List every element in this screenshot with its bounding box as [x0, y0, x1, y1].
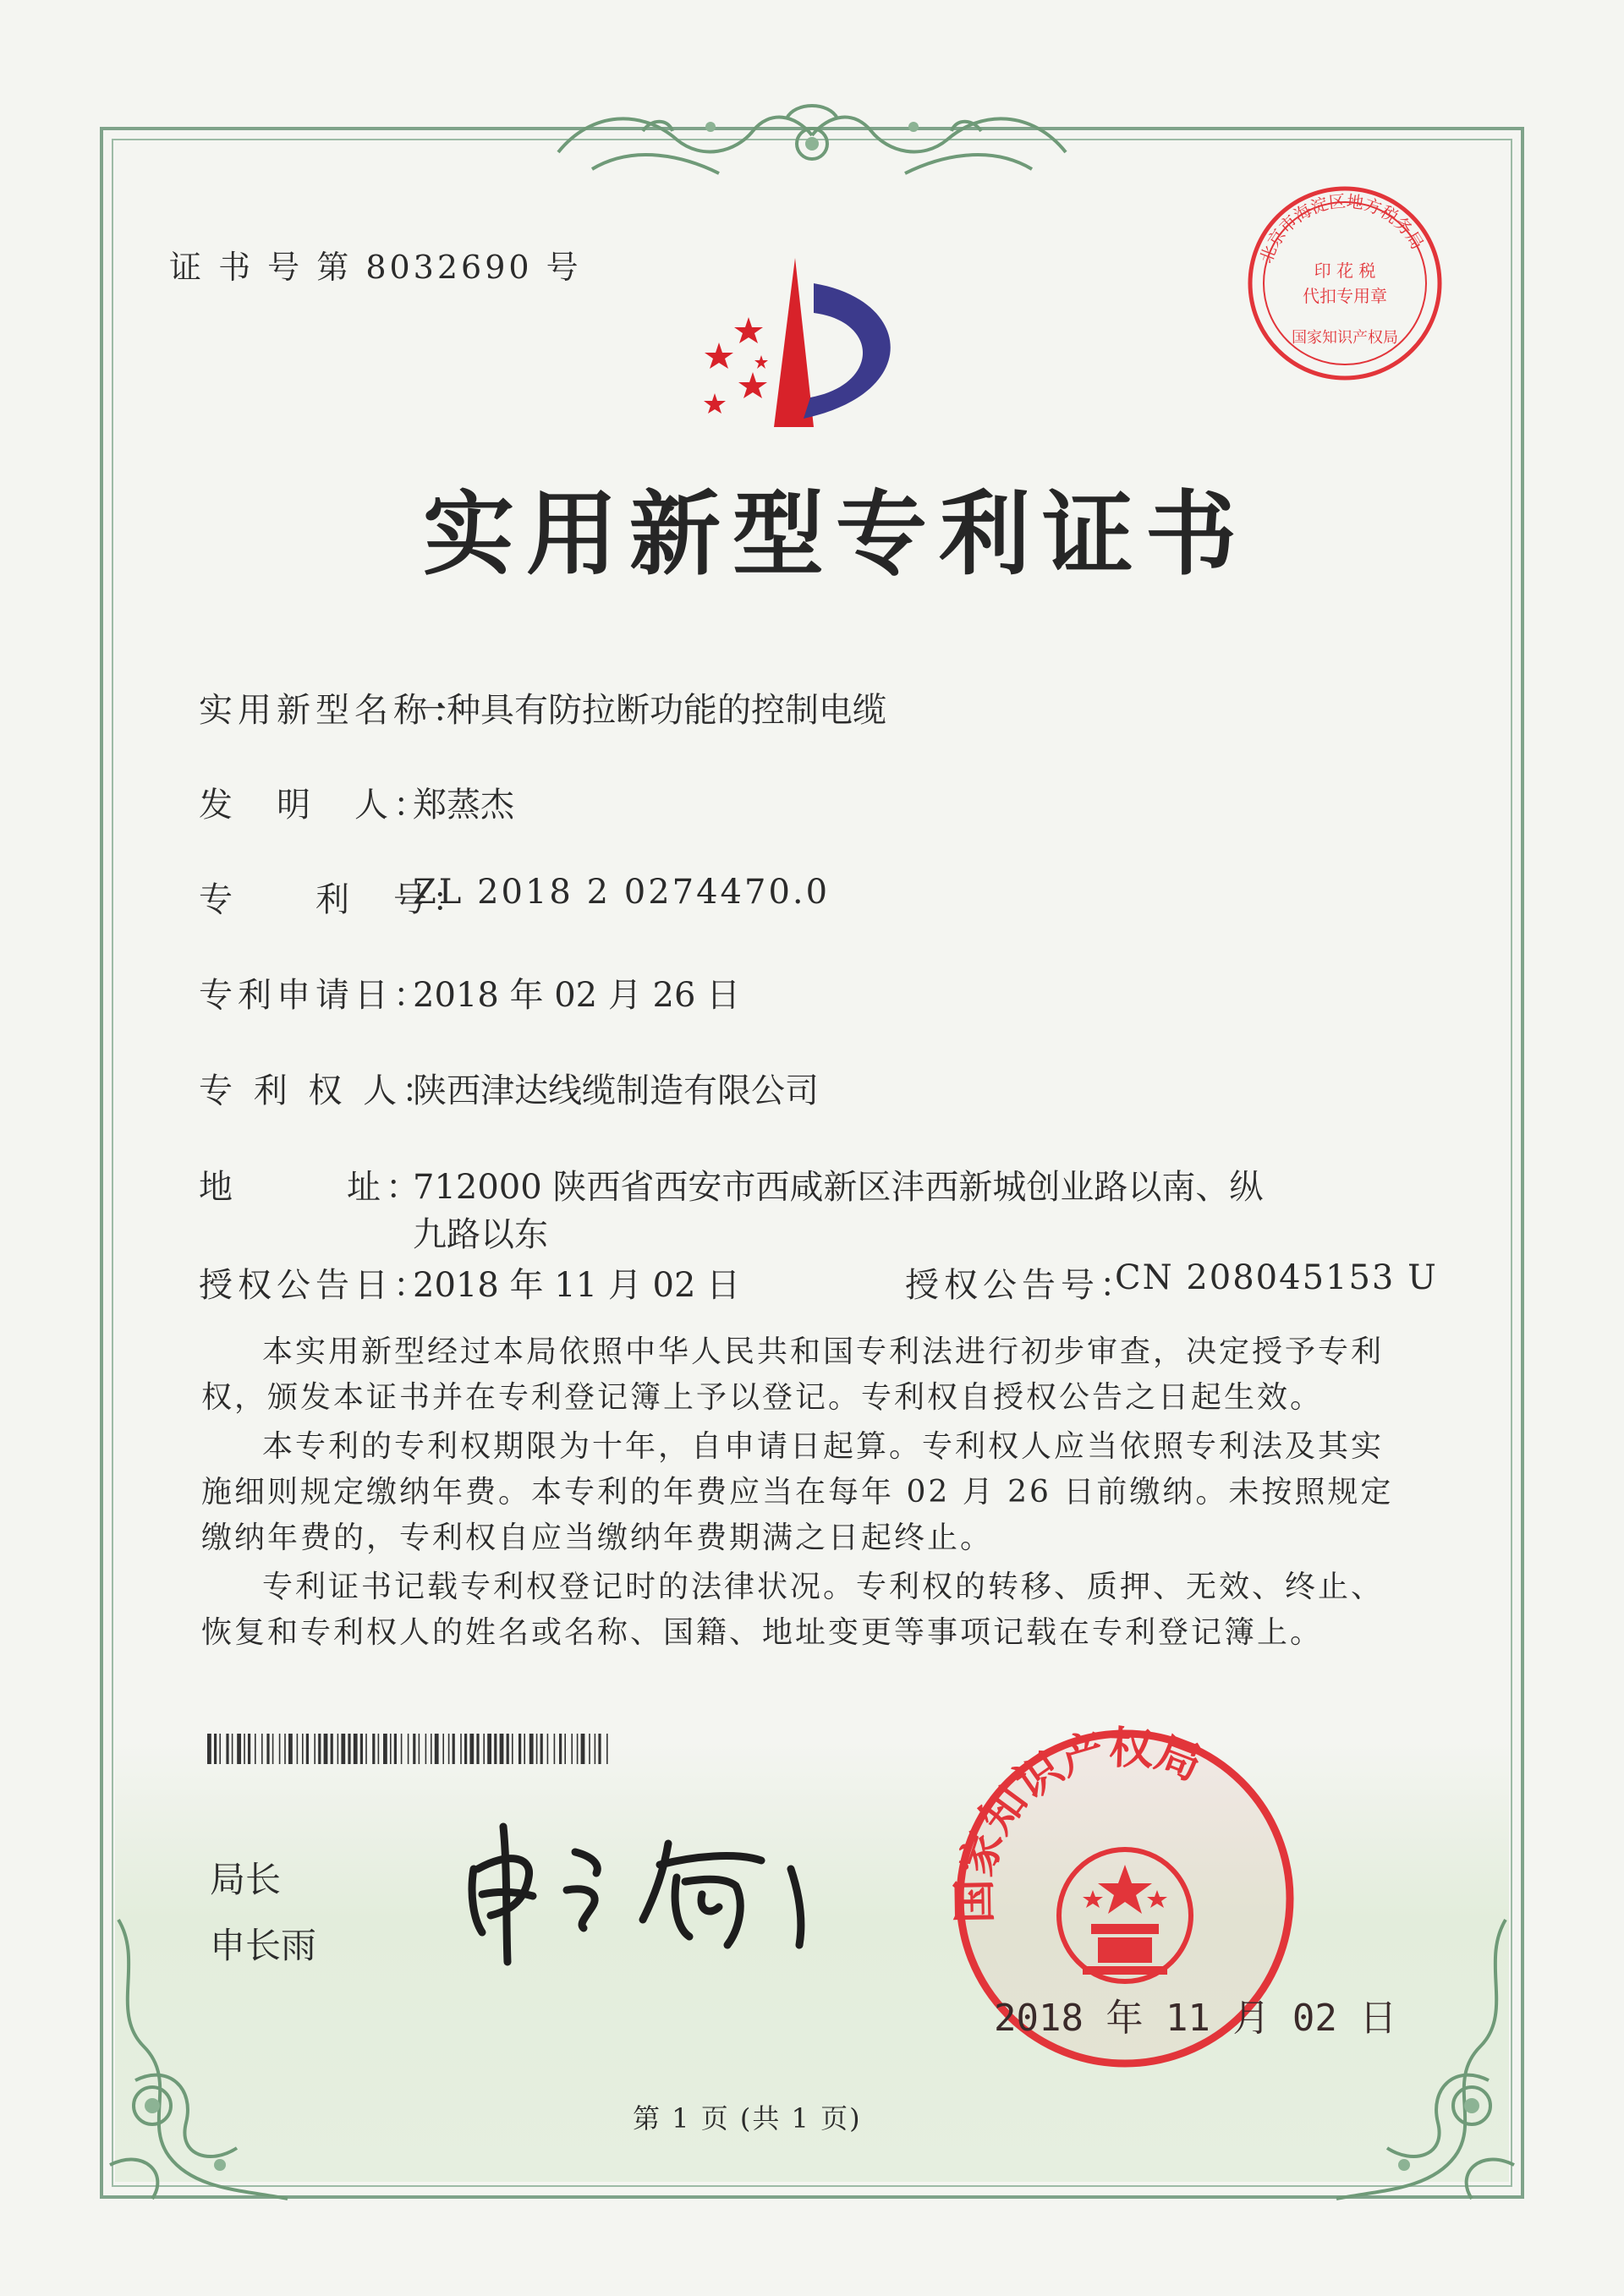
- seal-ring-text: 国家知识产权局: [949, 1723, 1209, 1924]
- statement-paragraph-1: [201, 1329, 1413, 1421]
- statement-paragraph-2: [201, 1424, 1413, 1561]
- address-value-line-1: 712000 陕西省西安市西咸新区沣西新城创业路以南、纵: [413, 1168, 1264, 1207]
- tax-stamp: [1243, 182, 1446, 385]
- patentee-value: 陕西津达线缆制造有限公司: [413, 1071, 819, 1110]
- svg-text:北京市海淀区地方税务局: [1256, 191, 1428, 266]
- tax-stamp-line-1: 印 花 税: [1314, 260, 1376, 281]
- page-number: 第 1 页 (共 1 页): [633, 2102, 862, 2134]
- grant-number-value: CN 208045153 U: [1115, 1258, 1438, 1297]
- seal-date: 2018 年 11 月 02 日: [994, 1997, 1397, 2040]
- director-name: 申长雨: [210, 1925, 317, 1966]
- application-date-label: 专利申请日：: [199, 976, 432, 1015]
- patentee-label: 专 利 权 人：: [199, 1071, 442, 1110]
- top-ornament: [541, 93, 1083, 186]
- bottom-right-ornament: [1311, 1911, 1531, 2216]
- tax-stamp-ring-text: 北京市海淀区地方税务局: [1255, 190, 1429, 266]
- barcode: [207, 1734, 613, 1764]
- patent-number-value: ZL 2018 2 0274470.0: [413, 873, 831, 912]
- patent-office-logo: [668, 249, 922, 444]
- grant-number-label: 授权公告号：: [905, 1266, 1138, 1305]
- statement-text-1: 本实用新型经过本局依照中华人民共和国专利法进行初步审查，决定授予专利权，颁发本证书并在专利登记簿上予以登记。专利权自授权公告之日起生效。: [201, 1334, 1385, 1415]
- name-label: 实用新型名称：: [199, 691, 471, 730]
- application-date-value: 2018 年 02 月 26 日: [413, 976, 741, 1015]
- director-signature: [457, 1818, 829, 1970]
- tax-stamp-bottom-text: 国家知识产权局: [1292, 329, 1398, 347]
- statement-text-3: 专利证书记载专利权登记时的法律状况。专利权的转移、质押、无效、终止、恢复和专利权人的姓名或名称、国籍、地址变更等事项记载在专利登记簿上。: [201, 1570, 1385, 1650]
- name-value: 一种具有防拉断功能的控制电缆: [413, 691, 886, 730]
- address-label-suffix: 址：: [347, 1168, 425, 1207]
- statement-text-2: 本专利的专利权期限为十年，自申请日起算。专利权人应当依照专利法及其实施细则规定缴纳年费。本专利的年费应当在每年 02 月 26 日前缴纳。未按照规定缴纳年费的，专利权自应当缴纳年费期满之日起终止。: [201, 1429, 1394, 1555]
- certificate-title: 实用新型专利证书: [423, 481, 1249, 588]
- inventor-value: 郑蒸杰: [413, 786, 514, 825]
- grant-date-label: 授权公告日：: [199, 1266, 432, 1305]
- address-label-char: 地: [199, 1168, 238, 1207]
- certificate-number: 证 书 号 第 8032690 号: [169, 249, 582, 286]
- director-title: 局长: [210, 1859, 282, 1900]
- inventor-label: 发 明 人：: [199, 786, 432, 825]
- tax-stamp-line-2: 代扣专用章: [1303, 286, 1387, 306]
- grant-date-value: 2018 年 11 月 02 日: [413, 1266, 741, 1305]
- address-value-line-2: 九路以东: [413, 1215, 548, 1254]
- patent-number-label: 专 利 号：: [199, 880, 471, 919]
- statement-paragraph-3: [201, 1564, 1413, 1656]
